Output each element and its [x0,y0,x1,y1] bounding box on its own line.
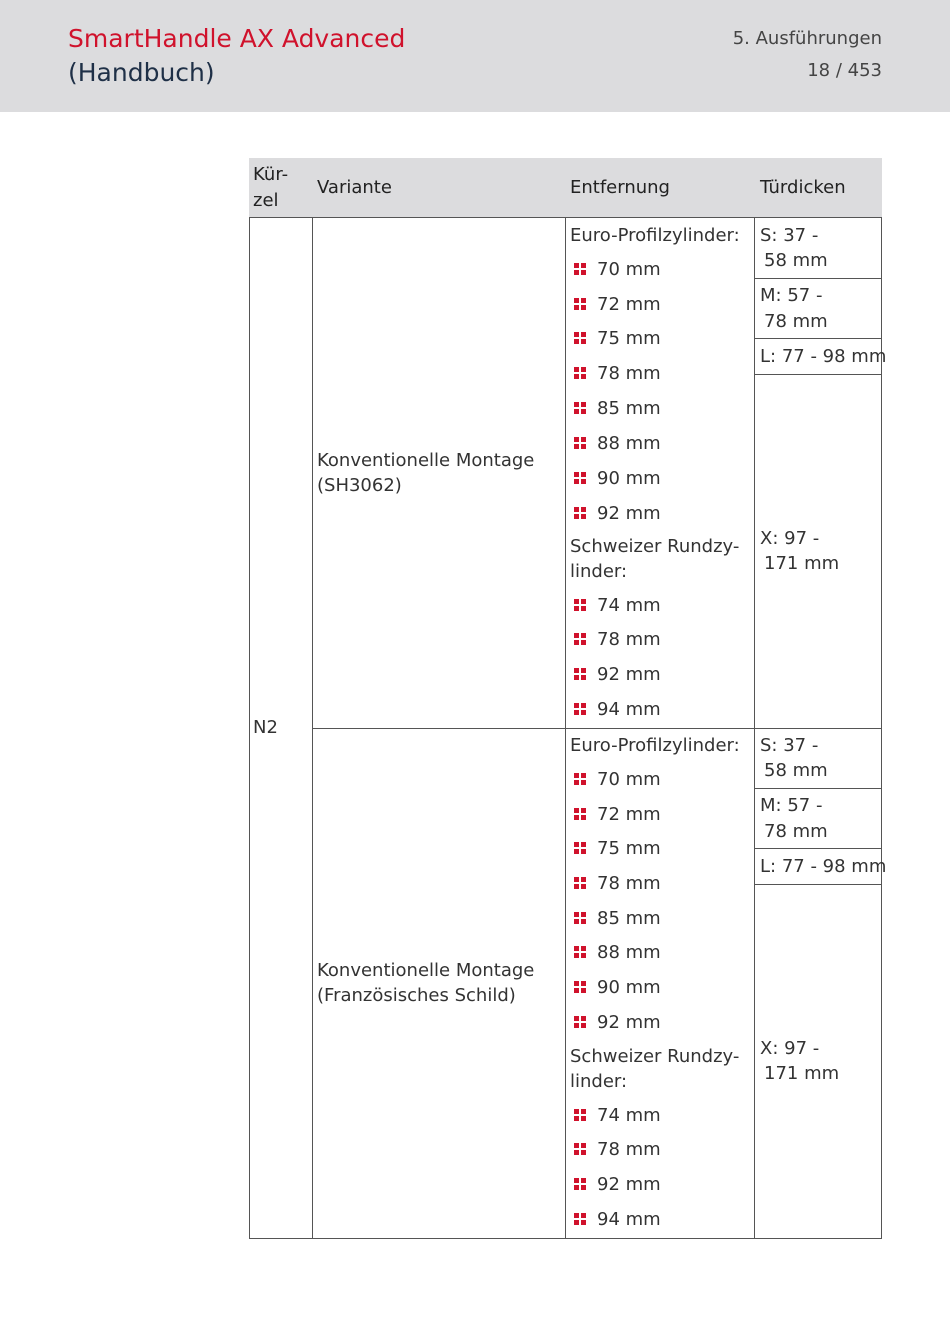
section-label: 5. Ausführungen [732,28,882,49]
row-divider [312,728,882,729]
bullet-icon [574,703,586,715]
bullet-icon [574,946,586,958]
bullet-icon [574,507,586,519]
table-border-bottom [249,1238,882,1239]
table-header-row [249,158,882,218]
bullet-icon [574,402,586,414]
thickness-s-b: 58 mm [764,760,828,781]
thickness-s-a: S: 37 - [760,735,819,756]
thickness-l: L: 77 - 98 mm [760,346,887,367]
page-number: 18 / 453 [807,60,882,81]
thickness-m-a: M: 57 - [760,795,823,816]
variants-table: Kür- zel Variante Entfernung Türdicken N2 Konventionelle Montage (SH3062) Euro-Profilzylinder: 70 mm 72 mm 75 mm 78 mm 85 mm 88 mm 90 mm 92 mm Schweizer Rundzy- linder: 74 mm 78 mm 92 mm 94 mm S: 37 - 58 mm M: 57 - 78 mm L: 77 - 98 mm X: 97 - 171 mm Konventionelle Montage (Französisches Schild) Euro-Profilzylinder: 70 mm 72 mm 75 mm 78 mm 85 mm 88 mm 90 mm 92 mm Schweizer Rundzy- linder: 74 mm 78 mm 92 mm 94 mm S: 37 - 58 mm M: 57 - 78 mm L: 77 - 98 mm X: 97 - 171 mm [249,158,882,1239]
thickness-s-b: 58 mm [764,250,828,271]
bullet-icon [574,367,586,379]
variante-cell-2b: (Französisches Schild) [317,985,516,1006]
thickness-l: L: 77 - 98 mm [760,856,887,877]
thickness-m-b: 78 mm [764,311,828,332]
doc-subtitle: (Handbuch) [68,58,215,87]
bullet-icon [574,599,586,611]
bullet-icon [574,1016,586,1028]
thickness-x-a: X: 97 - [760,1038,820,1059]
bullet-icon [574,1178,586,1190]
bullet-icon [574,263,586,275]
euro-label: Euro-Profilzylinder: [570,225,740,246]
thickness-m-a: M: 57 - [760,285,823,306]
thickness-divider [754,884,882,885]
doc-title: SmartHandle AX Advanced [68,24,406,53]
thickness-m-b: 78 mm [764,821,828,842]
bullet-icon [574,437,586,449]
col-header-variante: Variante [317,177,392,198]
col-header-kuerzel-2: zel [253,190,279,211]
thickness-x-a: X: 97 - [760,528,820,549]
variante-cell-1b: (SH3062) [317,475,402,496]
thickness-divider [754,278,882,279]
swiss-label-b: linder: [570,1071,628,1092]
thickness-divider [754,848,882,849]
swiss-label-a: Schweizer Rundzy- [570,1046,740,1067]
table-border-left [249,218,250,1239]
col-header-tuerdicken: Türdicken [760,177,846,198]
thickness-divider [754,374,882,375]
bullet-icon [574,472,586,484]
bullet-icon [574,1213,586,1225]
bullet-icon [574,773,586,785]
bullet-icon [574,842,586,854]
thickness-x-b: 171 mm [764,553,840,574]
variante-cell-1a: Konventionelle Montage [317,450,535,471]
bullet-icon [574,877,586,889]
bullet-icon [574,633,586,645]
bullet-icon [574,912,586,924]
col-header-entfernung: Entfernung [570,177,670,198]
kuerzel-cell: N2 [253,717,278,738]
bullet-icon [574,1143,586,1155]
swiss-label-b: linder: [570,561,628,582]
bullet-icon [574,298,586,310]
variante-cell-2a: Konventionelle Montage [317,960,535,981]
thickness-x-b: 171 mm [764,1063,840,1084]
bullet-icon [574,808,586,820]
thickness-s-a: S: 37 - [760,225,819,246]
bullet-icon [574,1109,586,1121]
bullet-icon [574,332,586,344]
bullet-icon [574,668,586,680]
thickness-divider [754,788,882,789]
euro-label: Euro-Profilzylinder: [570,735,740,756]
col-header-kuerzel-1: Kür- [253,164,289,185]
thickness-divider [754,338,882,339]
page-header [0,0,950,112]
swiss-label-a: Schweizer Rundzy- [570,536,740,557]
bullet-icon [574,981,586,993]
